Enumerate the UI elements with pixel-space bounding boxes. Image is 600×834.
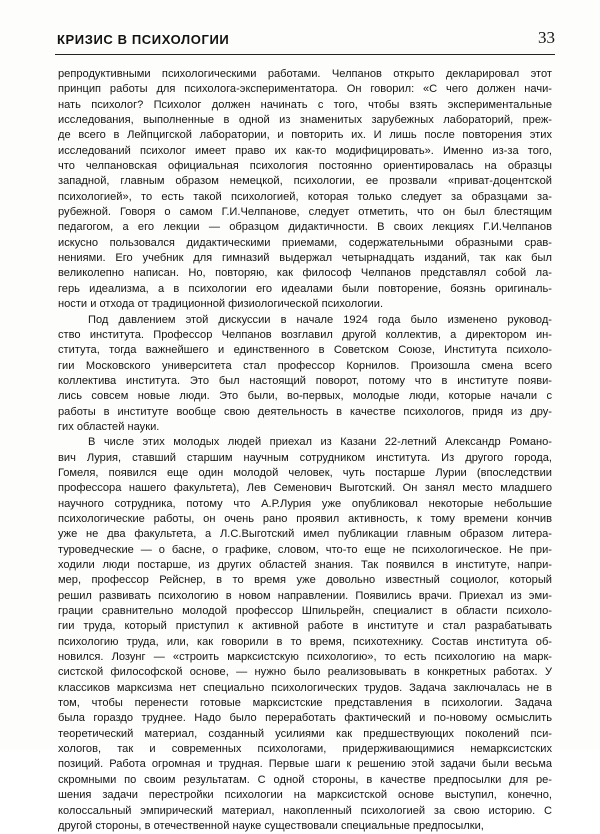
text-line: исследования, выполненные в одной из знаменитых зарубежных лабораторий, преж-	[58, 114, 552, 127]
paragraph	[58, 435, 552, 834]
text-line: скромными по своим результатам. С одной стороны, в качестве предпосылки для ре-	[58, 773, 552, 786]
text-line: колоссальный эмпирический материал, накопленный психологией за свою историю. С	[58, 804, 552, 817]
text-line: профессора нашего факультета), Лев Семенович Выготский. Он занял место младшего	[58, 482, 552, 495]
text-line: шения задачи перестройки психологии на марксистской основе выступил, конечно,	[58, 789, 552, 802]
text-line: великолепно написан. Но, повторяю, как философ Челпанов представлял собой ла-	[58, 267, 552, 280]
text-line: В числе этих молодых людей приехал из Казани 22-летний Александр Романо-	[88, 436, 552, 449]
page-number: 33	[538, 28, 555, 47]
text-line: ходили люди постарше, из других областей знания. Так появился в институте, напри-	[58, 559, 552, 571]
text-line: психологией», то есть такой психологией, которая только следует за образцами за-	[58, 190, 552, 203]
text-line: вич Лурия, ставший старшим научным сотрудником института. Из другого города,	[58, 451, 552, 464]
text-line: том, чтобы перенести готовые марксистские представления в психологии. Задача	[58, 697, 552, 710]
text-line: лись совсем новые люди. Это были, во-первых, молодые люди, которые начали с	[58, 390, 552, 403]
text-line: гих областей науки.	[58, 420, 160, 433]
text-line: Гомеля, появился еще один молодой человек, чуть постарше Лурии (впоследствии	[58, 466, 552, 479]
text-line: нениями. Его учебник для гимназий выдержал четырнадцать изданий, так как был	[58, 252, 552, 265]
text-line: нать психолог? Психолог должен начинать с того, чтобы взять экспериментальные	[58, 98, 552, 111]
body-text	[58, 67, 552, 834]
text-line: психологию труда, или, как говорили в то время, психотехнику. Состав института об-	[58, 635, 552, 648]
text-line: репродуктивными психологическими работами. Челпанов открыто декларировал этот	[58, 68, 552, 80]
text-line: туроведческие — о басне, о графике, словом, что-то еще не психологическое. Не при-	[58, 543, 552, 556]
text-line: коллектива института. Это был настоящий поворот, потому что в институте появи-	[58, 374, 552, 387]
text-line: гии труда, который приступил к активной работе в институте и стал разрабатывать	[58, 620, 552, 633]
text-line: рубежной. Говоря о самом Г.И.Челпанове, следует отметить, что он был блестящим	[58, 206, 552, 219]
running-head	[55, 28, 555, 52]
text-line: позиций. Работа огромная и трудная. Первые шаги к решению этой задачи были весьма	[58, 758, 552, 771]
paragraph	[58, 67, 552, 313]
text-line: новился. Лозунг — «строить марксистскую психологию», то есть психологию на марк-	[58, 651, 552, 664]
text-line: хологов, так и современных психологами, придерживающимися немарксистских	[58, 743, 552, 756]
text-line: ности и отхода от традиционной физиологической психологии.	[58, 298, 384, 311]
text-line: научного сотрудника, потому что А.Р.Лурия уже опубликовал некоторые небольшие	[58, 497, 552, 510]
text-line: психологические работы, он очень рано проявил активность, к тому времени кончив	[58, 512, 552, 525]
text-line: ститута, тогда важнейшего и единственного в Советском Союзе, Института психоло-	[58, 344, 552, 357]
text-line: принцип работы для психолога-экспериментатора. Он говорил: «С чего должен начи-	[58, 83, 552, 96]
text-line: педагогом, а его лекции — образцом дидактичности. В своих лекциях Г.И.Челпанов	[58, 221, 552, 234]
text-line: Под давлением этой дискуссии в начале 1924 года было изменено руковод-	[88, 313, 552, 326]
text-line: исследований психолог имеет право их как-то модифицировать». Именно из-за того,	[58, 144, 552, 157]
text-line: другой стороны, в отечественной науке существовали специальные предпосылки,	[58, 819, 484, 832]
text-line: ство института. Профессор Челпанов возглавил другой коллектив, а директором ин-	[58, 328, 552, 341]
text-line: систской философской основе, — нужно было реализовывать в конкретных работах. У	[58, 666, 552, 679]
text-line: теоретический материал, созданный усилиями как предшествующих поколений пси-	[58, 727, 552, 740]
text-line: уже не два факультета, а Л.С.Выготский имел публикации главным образом литера-	[58, 528, 552, 541]
text-line: была гораздо труднее. Надо было переработать фактический и по-новому осмыслить	[58, 712, 552, 725]
text-line: герь идеализма, а в психологии его идеалами были повторение, боязнь оригиналь-	[58, 282, 552, 295]
text-line: де всего в Лейпцигской лаборатории, и повторить их. И лишь после повторения этих	[58, 129, 552, 142]
text-line: что челпановская официальная психология постоянно ориентировалась на образцы	[58, 160, 552, 173]
text-line: классиков марксизма нет специально психологических трудов. Задача заключалась не в	[58, 681, 552, 694]
header-rule	[55, 54, 555, 55]
text-line: решил развивать психологию в новом направлении. Появились врачи. Приехал из эми-	[58, 589, 552, 602]
running-title: КРИЗИС В ПСИХОЛОГИИ	[57, 32, 230, 47]
text-line: мер, профессор Рейснер, в то время уже довольно известный социолог, который	[58, 574, 552, 587]
text-line: работы в институте вообще свою деятельность в качестве психологов, придя из дру-	[58, 405, 552, 418]
text-line: западной, главным образом немецкой, психологии, ее прозвали «приват-доцентской	[58, 175, 552, 188]
text-line: искусно пользовался дидактическими приемами, содержательными образными срав-	[58, 236, 552, 249]
text-line: грации сравнительно молодой профессор Шпильрейн, специалист в области психоло-	[58, 605, 552, 618]
text-line: гии Московского университета стал профессор Корнилов. Произошла смена всего	[58, 359, 552, 372]
paragraph	[58, 313, 552, 436]
